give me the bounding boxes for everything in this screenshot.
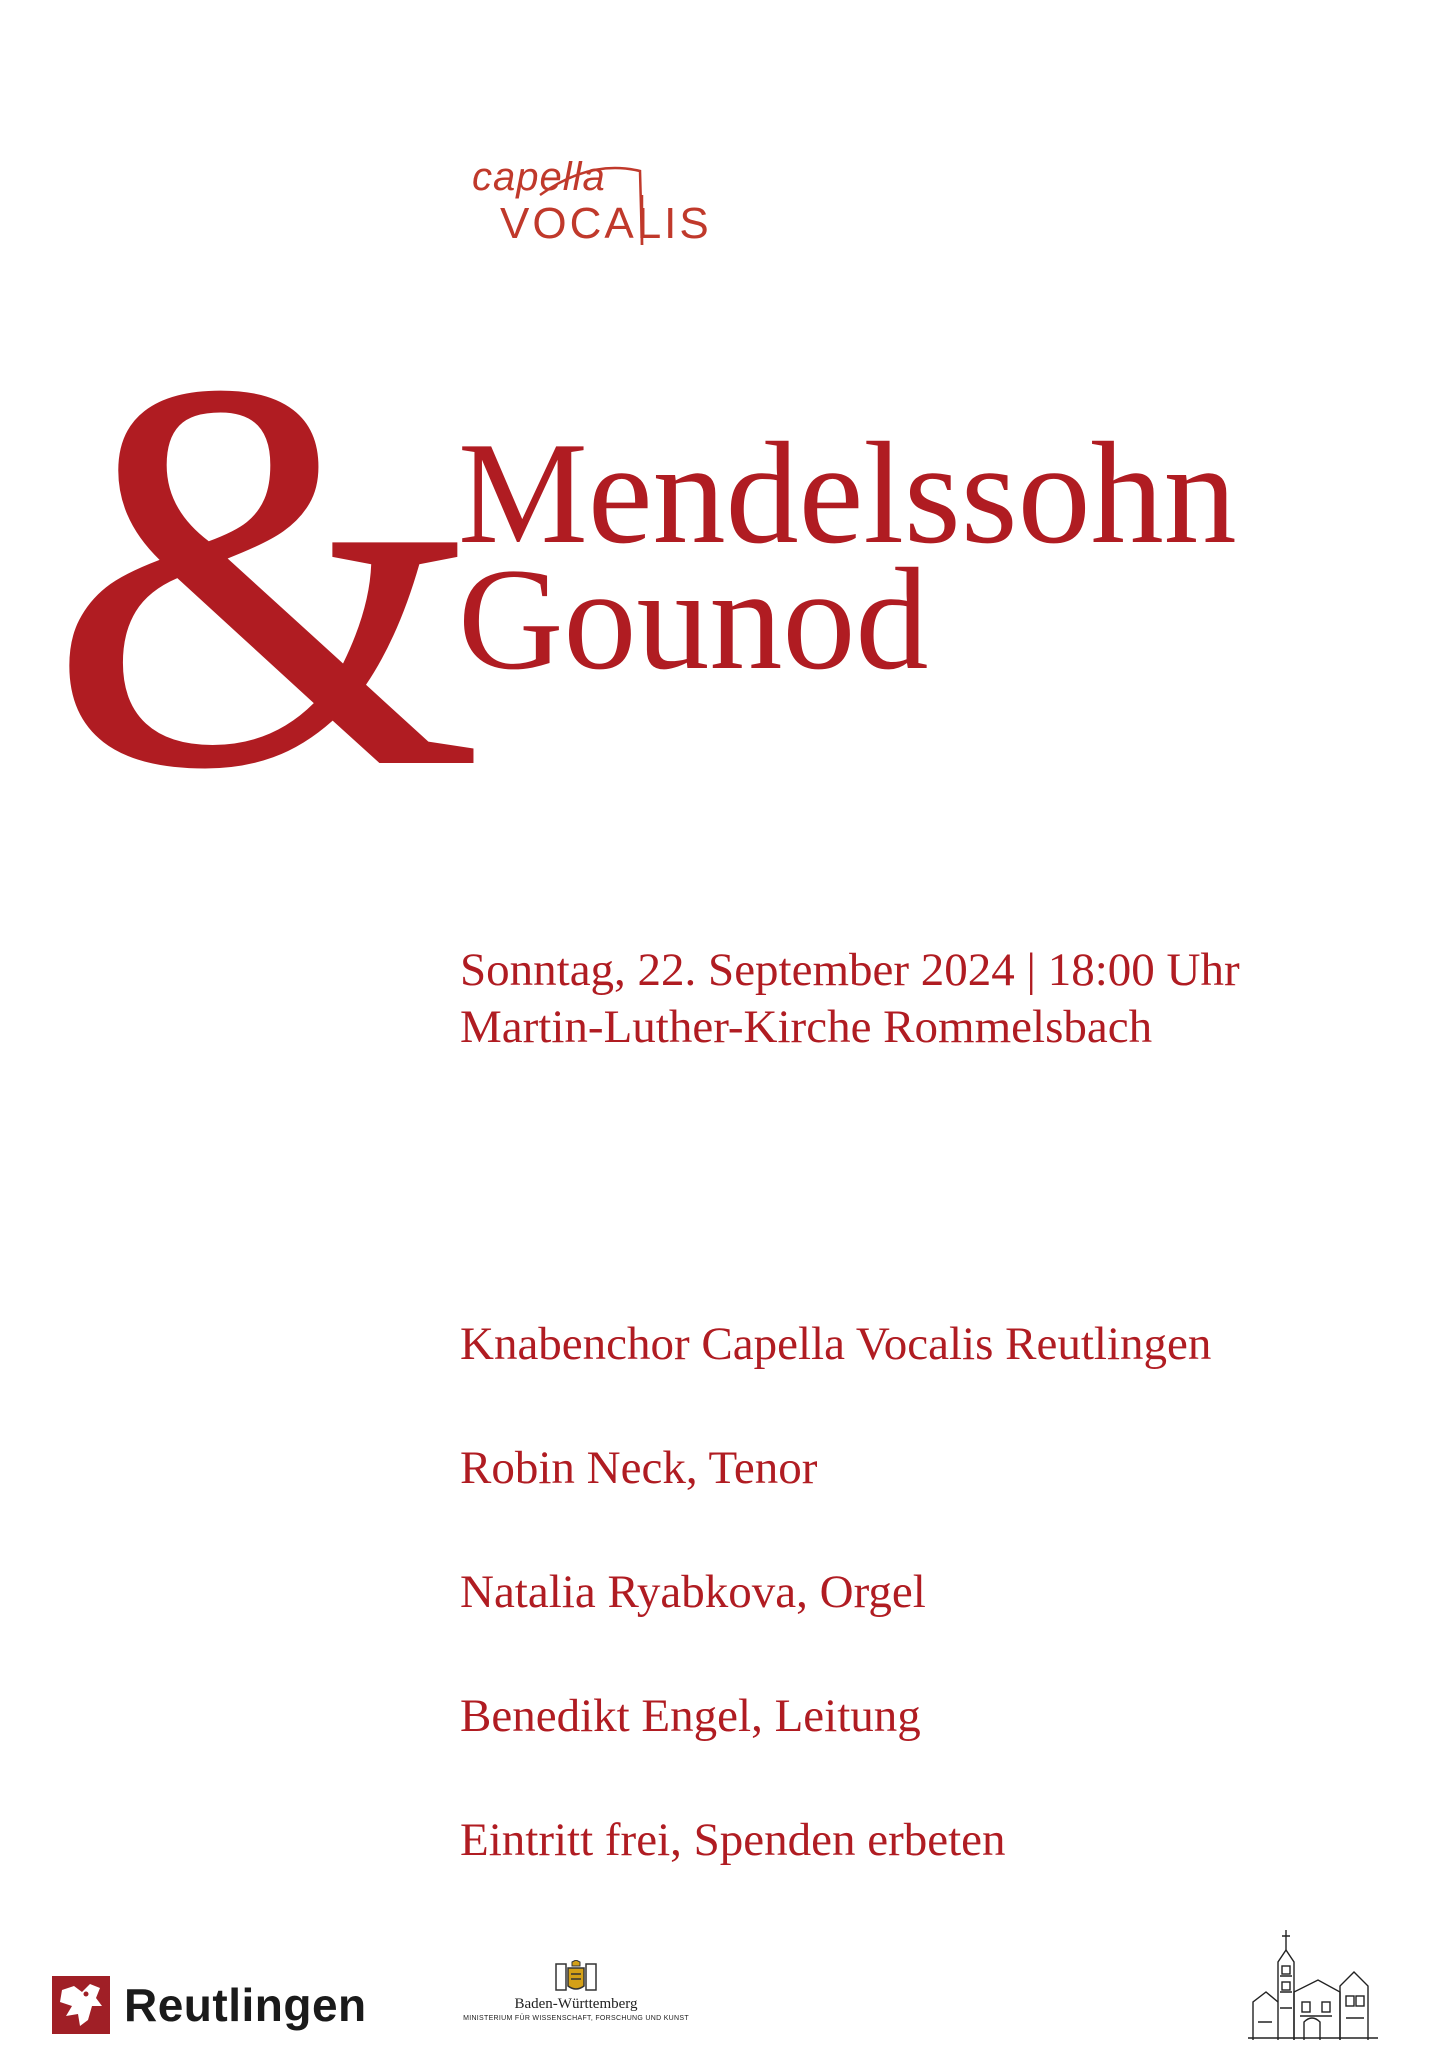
performers-list	[460, 1316, 1211, 1936]
admission-note: Eintritt frei, Spenden erbeten	[460, 1814, 1006, 1866]
event-venue: Martin-Luther-Kirche Rommelsbach	[460, 1001, 1153, 1053]
performer-tenor: Robin Neck, Tenor	[460, 1442, 818, 1494]
logo-text-capella: capella	[472, 155, 606, 199]
capella-vocalis-logo	[470, 155, 740, 255]
performer-organ: Natalia Ryabkova, Orgel	[460, 1566, 926, 1618]
reutlingen-logo	[52, 1975, 367, 2035]
ampersand-glyph: &	[48, 265, 484, 885]
logo-text-vocalis: VOCALIS	[500, 199, 712, 248]
title-line-mendelssohn: Mendelssohn	[458, 412, 1237, 574]
title-line-gounod: Gounod	[458, 538, 929, 700]
event-info	[460, 942, 1240, 1056]
baden-wuerttemberg-logo	[456, 1960, 696, 2042]
eagle-icon	[52, 1976, 110, 2034]
town-sketch-image	[1248, 1922, 1378, 2040]
event-datetime: Sonntag, 22. September 2024 | 18:00 Uhr	[460, 944, 1240, 996]
concert-title	[458, 412, 1237, 700]
performer-conductor: Benedikt Engel, Leitung	[460, 1690, 921, 1742]
state-crest-icon	[546, 1960, 606, 1994]
ministry-name: MINISTERIUM FÜR WISSENSCHAFT, FORSCHUNG UND KUNST	[463, 2015, 689, 2022]
performer-choir: Knabenchor Capella Vocalis Reutlingen	[460, 1318, 1212, 1370]
state-name: Baden-Württemberg	[514, 1996, 638, 2012]
reutlingen-wordmark: Reutlingen	[124, 1979, 367, 2031]
